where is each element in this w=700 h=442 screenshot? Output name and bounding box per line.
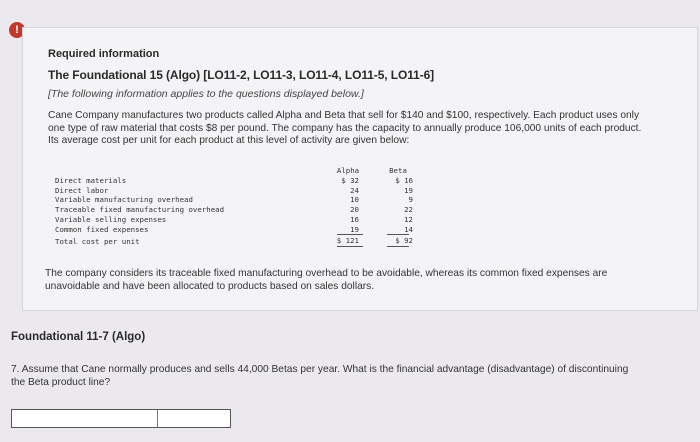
- closing-paragraph: The company considers its traceable fixed manufacturing overhead to be avoidable, whereas its common fixed expenses are unavoidable and have been allocated to products based on sales dollars.: [45, 268, 608, 292]
- answer-input[interactable]: [11, 409, 231, 428]
- beta-value: 9: [408, 195, 413, 205]
- intro-paragraph: Cane Company manufactures two products called Alpha and Beta that sell for $140 and $100, respectively. Each product uses only one type of raw material that costs $8 per pound. The company has the capacity to annually produce 106,000 units of each product. Its average cost per unit for each product at this level of activity are given below:: [48, 110, 642, 146]
- beta-total-rule: [387, 246, 409, 247]
- beta-header: Beta: [389, 166, 407, 175]
- row-label: Direct labor: [55, 185, 109, 195]
- row-label: Variable manufacturing overhead: [55, 195, 193, 205]
- alpha-header: Alpha: [336, 166, 360, 175]
- alpha-value: 20: [350, 205, 359, 215]
- alpha-total-rule: [337, 246, 363, 247]
- required-information-panel: [22, 27, 698, 311]
- alpha-value: 16: [350, 214, 359, 224]
- applies-note: [The following information applies to the questions displayed below.]: [48, 88, 364, 100]
- alpha-value: 24: [350, 185, 359, 195]
- row-label: Common fixed expenses: [55, 224, 149, 234]
- total-label: Total cost per unit: [55, 236, 140, 246]
- answer-input-label-cell[interactable]: [12, 410, 158, 427]
- row-label: Traceable fixed manufacturing overhead: [55, 205, 225, 215]
- alpha-total: $ 121: [336, 235, 359, 245]
- beta-value: 19: [404, 185, 413, 195]
- foundational-title: The Foundational 15 (Algo) [LO11-2, LO11-3, LO11-4, LO11-5, LO11-6]: [48, 68, 435, 82]
- required-information-heading: Required information: [48, 48, 160, 60]
- beta-total: $ 92: [395, 235, 413, 245]
- alpha-value: 10: [350, 195, 359, 205]
- question-title: Foundational 11-7 (Algo): [11, 331, 146, 343]
- beta-value: 12: [404, 214, 413, 224]
- row-label: Direct materials: [55, 175, 127, 185]
- row-label: Variable selling expenses: [55, 214, 167, 224]
- alpha-value: 19: [350, 224, 359, 234]
- beta-value: 22: [404, 205, 413, 215]
- alpha-value: $ 32: [341, 175, 359, 185]
- exclamation-icon: !: [9, 22, 25, 38]
- question-text: 7. Assume that Cane normally produces and sells 44,000 Betas per year. What is the financial advantage (disadvantage) of discontinuing the Beta product line?: [11, 364, 629, 388]
- beta-value: $ 16: [395, 175, 413, 185]
- beta-value: 14: [404, 224, 413, 234]
